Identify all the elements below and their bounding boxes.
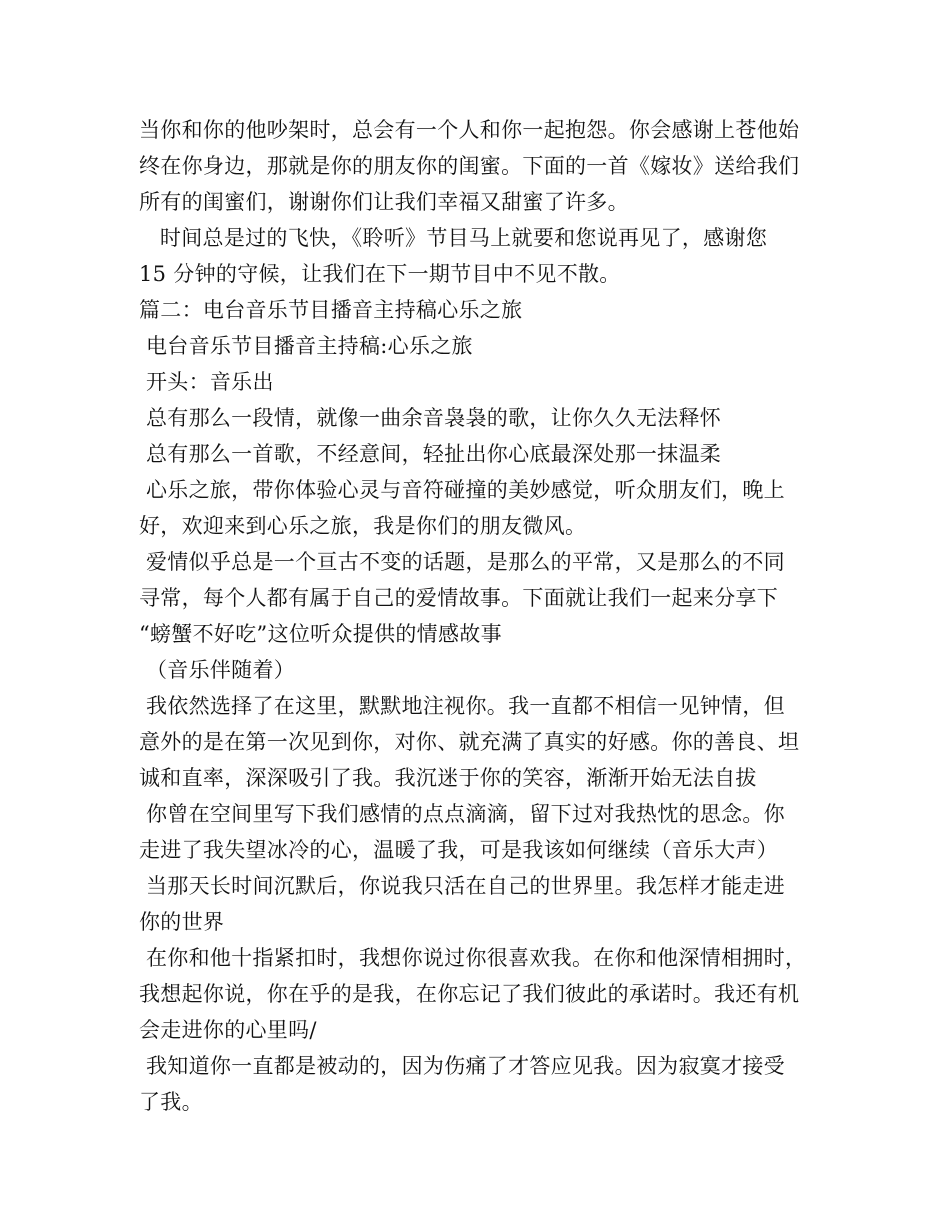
text-line: （音乐伴随着） — [139, 658, 296, 682]
script-title: 电台音乐节目播音主持稿:心乐之旅 — [139, 334, 473, 358]
text-line: 诚和直率，深深吸引了我。我沉迷于你的笑容，渐渐开始无法自拔 — [139, 766, 757, 790]
text-line: “螃蟹不好吃”这位听众提供的情感故事 — [139, 622, 502, 646]
text-line: 15 分钟的守候，让我们在下一期节目中不见不散。 — [139, 262, 621, 286]
text-line: 开头：音乐出 — [139, 370, 274, 394]
text-line: 寻常，每个人都有属于自己的爱情故事。下面就让我们一起来分享下 — [139, 586, 778, 610]
text-line: 总有那么一段情，就像一曲余音袅袅的歌，让你久久无法释怀 — [139, 406, 722, 430]
text-line: 当那天长时间沉默后，你说我只活在自己的世界里。我怎样才能走进 — [139, 874, 785, 898]
text-line: 了我。 — [139, 1090, 203, 1114]
text-line: 好，欢迎来到心乐之旅，我是你们的朋友微风。 — [139, 514, 587, 538]
text-line: 当你和你的他吵架时，总会有一个人和你一起抱怨。你会感谢上苍他始 — [139, 118, 800, 142]
text-line: 所有的闺蜜们，谢谢你们让我们幸福又甜蜜了许多。 — [139, 190, 629, 214]
text-line: 我知道你一直都是被动的，因为伤痛了才答应见我。因为寂寞才接受 — [139, 1054, 785, 1078]
text-line: 在你和他十指紧扣时，我想你说过你很喜欢我。在你和他深情相拥时， — [139, 946, 807, 970]
text-line: 你的世界 — [139, 910, 225, 934]
text-line: 心乐之旅，带你体验心灵与音符碰撞的美妙感觉，听众朋友们，晚上 — [139, 478, 785, 502]
text-line: 我想起你说，你在乎的是我，在你忘记了我们彼此的承诺时。我还有机 — [139, 982, 800, 1006]
text-line: 时间总是过的飞快，《聆听》节目马上就要和您说再见了，感谢您 — [139, 226, 768, 250]
text-line: 爱情似乎总是一个亘古不变的话题，是那么的平常，又是那么的不同 — [139, 550, 785, 574]
text-line: 总有那么一首歌，不经意间，轻扯出你心底最深处那一抹温柔 — [139, 442, 722, 466]
text-line: 我依然选择了在这里，默默地注视你。我一直都不相信一见钟情，但 — [139, 694, 785, 718]
text-line: 会走进你的心里吗/ — [139, 1018, 317, 1042]
section-heading: 篇二：电台音乐节目播音主持稿心乐之旅 — [139, 298, 523, 322]
text-line: 你曾在空间里写下我们感情的点点滴滴，留下过对我热忱的思念。你 — [139, 802, 785, 826]
text-line: 意外的是在第一次见到你，对你、就充满了真实的好感。你的善良、坦 — [139, 730, 800, 754]
text-line: 终在你身边，那就是你的朋友你的闺蜜。下面的一首《嫁妆》送给我们 — [139, 154, 800, 178]
text-line: 走进了我失望冰冷的心，温暖了我，可是我该如何继续（音乐大声） — [139, 838, 778, 862]
